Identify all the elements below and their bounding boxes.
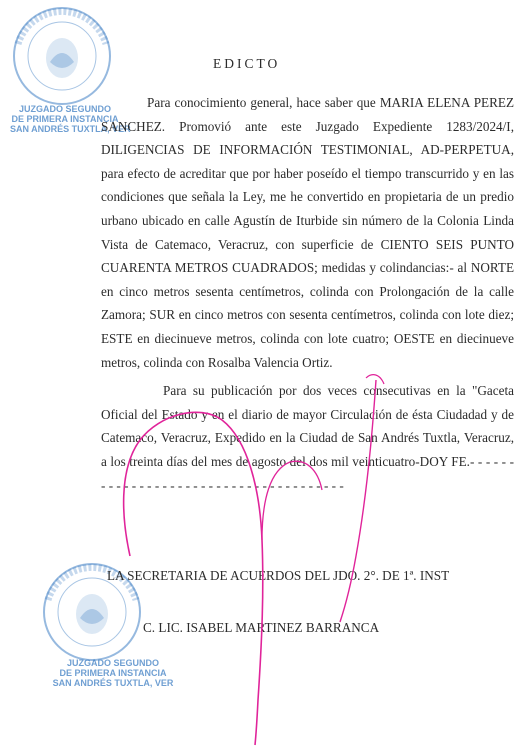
seal-caption-line1: JUZGADO SEGUNDO [18, 104, 111, 114]
edict-body [101, 91, 514, 497]
signatory-name: C. LIC. ISABEL MARTINEZ BARRANCA [143, 620, 380, 635]
document-title: EDICTO [213, 56, 281, 71]
signatory-title: LA SECRETARIA DE ACUERDOS DEL JDO. 2°. DE 1ª. INST [107, 568, 450, 583]
body-paragraph-1: Para conocimiento general, hace saber que MARIA ELENA PEREZ SANCHEZ. Promovió ante este Juzgado Expediente 1283/2024/I, DILIGENCIAS DE INFORMACIÓN TESTIMONIAL, AD-PERPETUA, para efecto de acreditar que por haber poseído el tiempo transcurrido y en las condiciones que señala la Ley, me he convertido en propietaria de un predio urbano ubicado en calle Agustín de Iturbide sin número de la Colonia Linda Vista de Catemaco, Veracruz, con superficie de CIENTO SEIS PUNTO CUARENTA METROS CUADRADOS; medidas y colindancias:- al NORTE en cinco metros sesenta centímetros, colinda con Prolongación de la calle Zamora; SUR en cinco metros con sesenta centímetros, colinda con lote diez; ESTE en diecinueve metros, colinda con lote cuatro; OESTE en diecinueve metros, colinda con Rosalba Valencia Ortiz. [101, 95, 514, 370]
seal-caption-line2: DE PRIMERA INSTANCIA [11, 114, 119, 124]
seal-caption-line3: SAN ANDRÉS TUXTLA, VER [52, 678, 174, 688]
seal-caption-line3: SAN ANDRÉS TUXTLA, VER [10, 124, 131, 134]
seal-caption-line1: JUZGADO SEGUNDO [66, 658, 159, 668]
seal-caption-line2: DE PRIMERA INSTANCIA [59, 668, 167, 678]
body-paragraph-2: Para su publicación por dos veces consecutivas en la "Gaceta Oficial del Estado y en el diario de mayor Circulación de ésta Ciudadad y de Catemaco, Veracruz, Expedido en la Ciudad de San Andrés Tuxtla, Veracruz, a los treinta días del mes de agosto del dos mil veinticuatro-DOY FE.- - - - - - - - - - - - - - - - - - - - - - - - - - - - - - - - - - - - - - [101, 383, 514, 493]
